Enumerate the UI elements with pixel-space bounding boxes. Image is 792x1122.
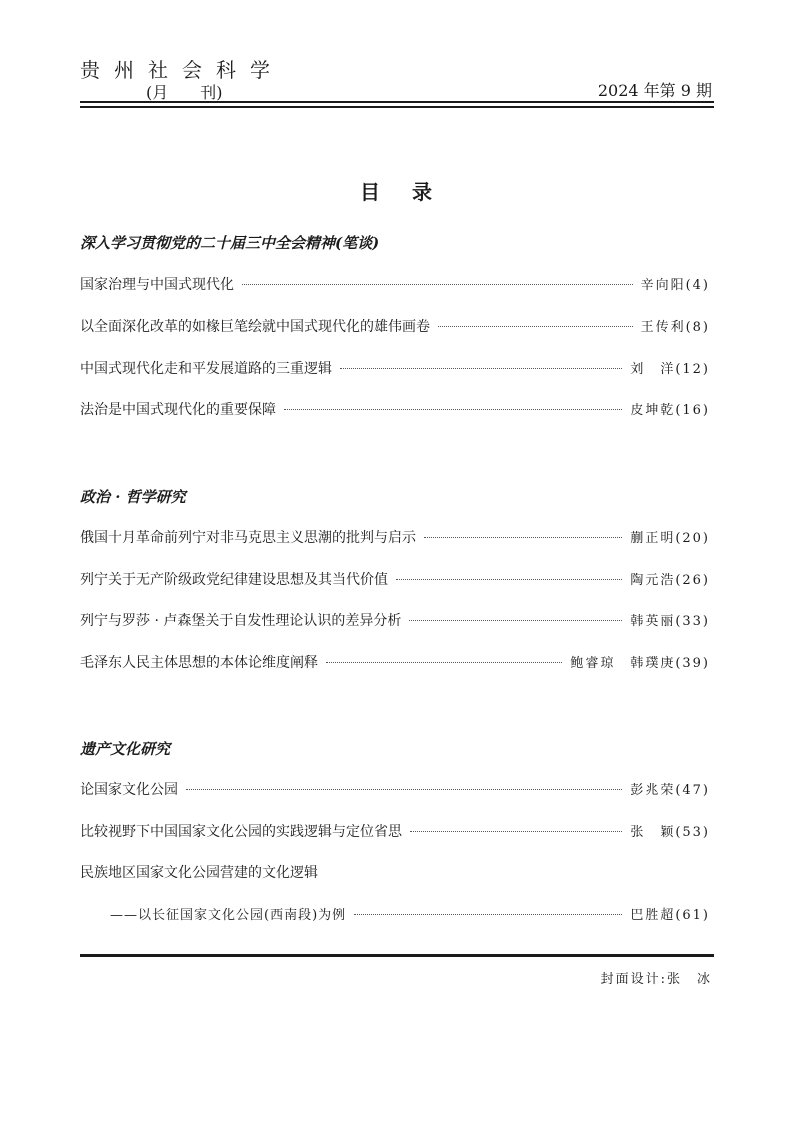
entry-author-page: 刘 洋(12) (630, 362, 710, 377)
leader-dots (396, 579, 622, 580)
entry-author-page: 陶元浩(26) (630, 573, 710, 588)
journal-frequency: (月 刊) (146, 83, 223, 102)
entry-title: 比较视野下中国国家文化公园的实践逻辑与定位省思 (80, 824, 402, 840)
leader-dots (438, 326, 633, 327)
entry-title: 国家治理与中国式现代化 (80, 277, 234, 293)
footer-rule (80, 954, 714, 957)
entry-author-page: 彭兆荣(47) (630, 783, 710, 798)
journal-name: 贵州社会科学 (80, 58, 284, 82)
leader-dots (186, 789, 622, 790)
entry-title[interactable]: 民族地区国家文化公园营建的文化逻辑 (80, 865, 318, 881)
toc-entry[interactable] (80, 358, 710, 380)
toc-entry[interactable] (80, 274, 710, 296)
entry-title: 中国式现代化走和平发展道路的三重逻辑 (80, 361, 332, 377)
issue-number: 2024 年第 9 期 (597, 81, 712, 100)
leader-dots (409, 620, 622, 621)
entry-subtitle: ——以长征国家文化公园(西南段)为例 (110, 908, 347, 923)
toc-entry[interactable] (80, 399, 710, 421)
entry-title: 列宁关于无产阶级政党纪律建设思想及其当代价值 (80, 572, 388, 588)
entry-author-page: 鲍睿琼 韩璞庚(39) (570, 656, 710, 671)
toc-entry[interactable] (80, 779, 710, 801)
leader-dots (284, 409, 622, 410)
leader-dots (242, 284, 633, 285)
leader-dots (340, 368, 622, 369)
entry-title: 毛泽东人民主体思想的本体论维度阐释 (80, 655, 318, 671)
leader-dots (424, 537, 622, 538)
section-heading: 深入学习贯彻党的二十届三中全会精神(笔谈) (80, 234, 380, 252)
cover-design-credit: 封面设计:张 冰 (600, 972, 712, 987)
toc-entry[interactable] (110, 904, 710, 926)
entry-title: 列宁与罗莎 · 卢森堡关于自发性理论认识的差异分析 (80, 613, 402, 629)
entry-author-page: 韩英丽(33) (630, 614, 710, 629)
entry-author-page: 蒯正明(20) (630, 531, 710, 546)
leader-dots (354, 914, 622, 915)
leader-dots (326, 662, 562, 663)
entry-author-page: 辛向阳(4) (640, 278, 710, 293)
toc-entry[interactable] (80, 652, 710, 674)
header-rule (80, 101, 714, 103)
toc-entry[interactable] (80, 569, 710, 591)
header-rule (80, 106, 714, 108)
toc-entry[interactable] (80, 316, 710, 338)
toc-entry[interactable] (80, 821, 710, 843)
entry-title: 法治是中国式现代化的重要保障 (80, 402, 276, 418)
entry-title: 以全面深化改革的如椽巨笔绘就中国式现代化的雄伟画卷 (80, 319, 430, 335)
section-heading: 遗产文化研究 (80, 740, 171, 758)
toc-entry[interactable] (80, 527, 710, 549)
entry-author-page: 巴胜超(61) (630, 908, 710, 923)
entry-author-page: 王传利(8) (640, 320, 710, 335)
toc-entry[interactable] (80, 610, 710, 632)
leader-dots (410, 831, 622, 832)
entry-author-page: 张 颖(53) (630, 825, 710, 840)
entry-title: 俄国十月革命前列宁对非马克思主义思潮的批判与启示 (80, 530, 416, 546)
toc-title: 目录 (360, 180, 464, 204)
entry-title: 论国家文化公园 (80, 782, 178, 798)
entry-author-page: 皮坤乾(16) (630, 403, 710, 418)
section-heading: 政治 · 哲学研究 (80, 488, 186, 506)
